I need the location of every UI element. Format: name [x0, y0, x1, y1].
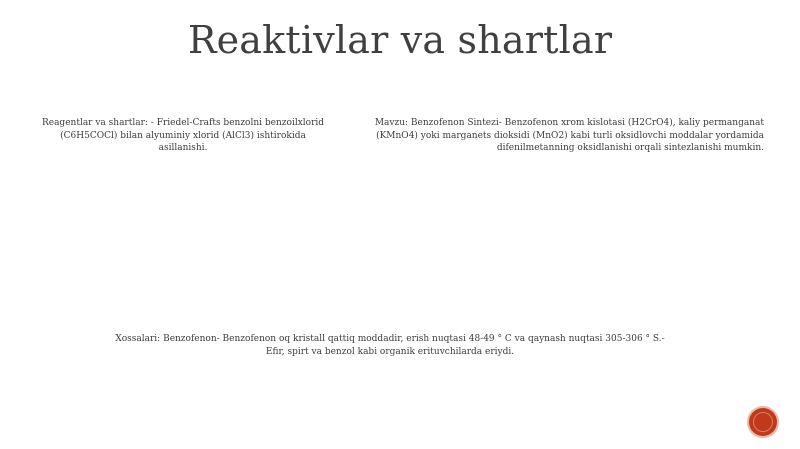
properties-text: Xossalari: Benzofenon- Benzofenon oq kristall qattiq moddadir, erish nuqtasi 48-49 ° C va qaynash nuqtasi 305-306 ° S.- Efir, spirt va benzol kabi organik erituvchilarda eriydi. [115, 334, 665, 357]
slide-title: Reaktivlar va shartlar [187, 18, 613, 62]
reagents-text: Reagentlar va shartlar: - Friedel-Crafts benzolni benzoilxlorid (C6H5COCl) bilan alyuminiy xlorid (AlCl3) ishtirokida asillanishi. [41, 118, 325, 153]
circle-nav-icon[interactable] [749, 408, 777, 436]
topic-text: Mavzu: Benzofenon Sintezi- Benzofenon xrom kislotasi (H2CrO4), kaliy permanganat (KMnO4) yoki marganets dioksidi (MnO2) kabi turli oksidlovchi moddalar yordamida difenilmetanning oksidlanishi orqali sintezlanishi mumkin. [374, 118, 764, 153]
